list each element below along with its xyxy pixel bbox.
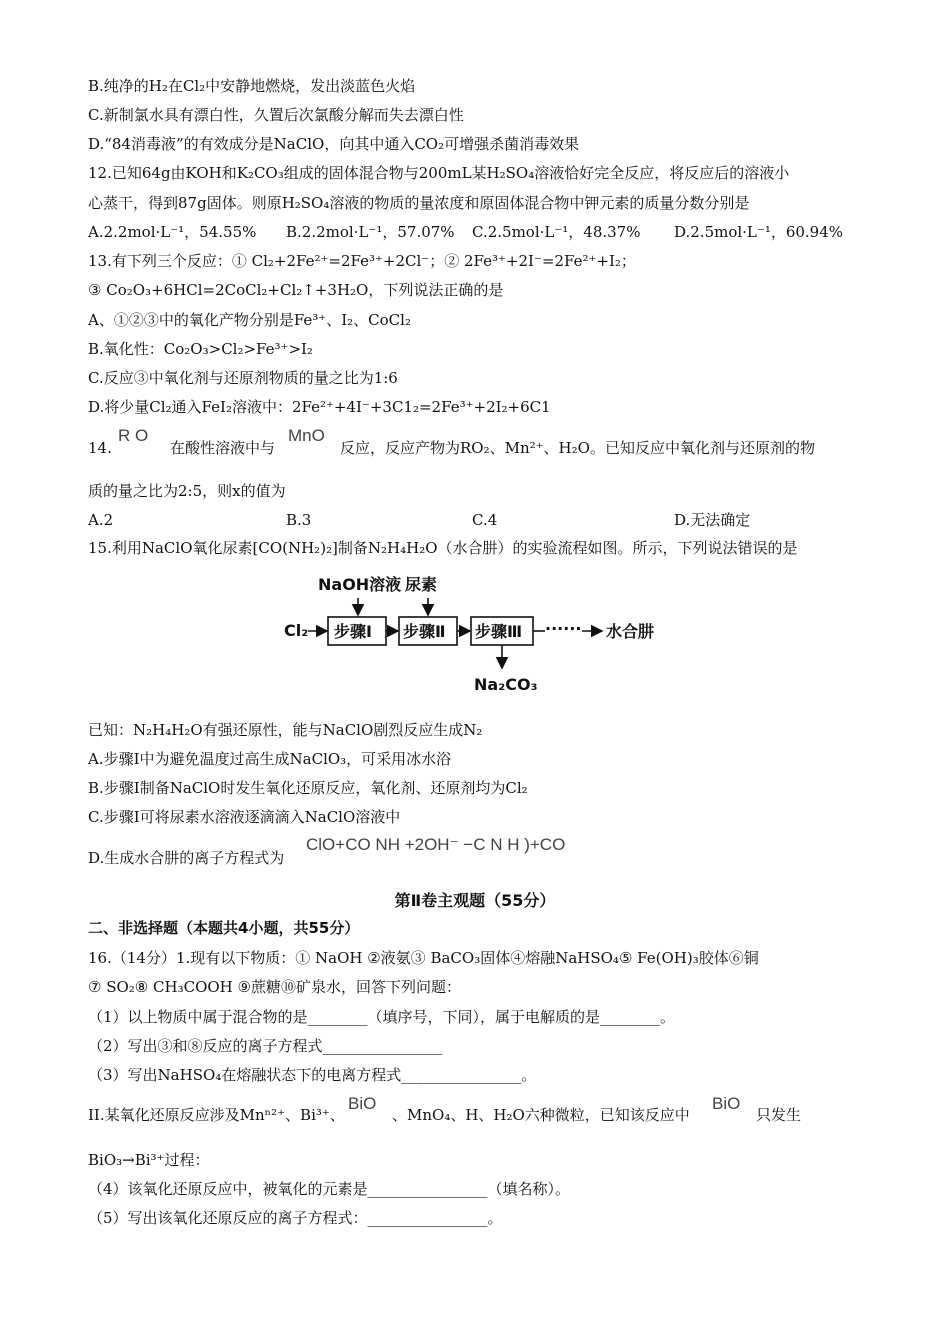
q12-stem-1: 12.已知64g由KOH和K₂CO₃组成的固体混合物与200mL某H₂SO₄溶液恰好完全反应，将反应后的溶液小 [88,164,790,182]
q16-stem-2: ⑦ SO₂⑧ CH₃COOH ⑨蔗糖⑩矿泉水，回答下列问题： [88,978,461,996]
q16-sub-3: （3）写出NaHSO₄在熔融状态下的电离方程式________________。 [88,1066,537,1084]
q14-stem-rest: 反应，反应产物为RO₂、Mn²⁺、H₂O。已知反应中氧化剂与还原剂的物 [340,439,815,457]
q15-option-d-equation: ClO+CO NH +2OH⁻ −C N H )+CO [306,835,566,854]
q13-stem-1: 13.有下列三个反应：① Cl₂+2Fe²⁺=2Fe³⁺+2Cl⁻；② 2Fe³⁺+2I⁻=2Fe²⁺+I₂； [88,252,636,270]
q14-stem-2: 质的量之比为2:5，则x的值为 [88,482,286,500]
q16-part2-stem-a: II.某氧化还原反应涉及Mnⁿ²⁺、Bi³⁺、 [88,1106,345,1124]
flow-byproduct: Na₂CO₃ [474,675,538,694]
known-condition: 已知：N₂H₄H₂O有强还原性，能与NaClO剧烈反应生成N₂ [88,721,483,739]
q16-stem-1: 16.（14分）1.现有以下物质：① NaOH ②液氨③ BaCO₃固体④熔融NaHSO₄⑤ Fe(OH)₃胶体⑥铜 [88,949,759,967]
section-2-heading: 二、非选择题（本题共4小题，共55分） [88,919,360,937]
q16-part2-process: BiO₃→Bi³⁺过程： [88,1151,210,1169]
flow-step3: 步骤Ⅲ [475,622,523,641]
q16-sub-5: （5）写出该氧化还原反应的离子方程式：________________。 [88,1209,503,1227]
q12-option-c: C.2.5mol·L⁻¹，48.37% [472,223,641,241]
section-title: 第Ⅱ卷主观题（55分） [394,891,556,910]
q14-option-c: C.4 [472,511,498,529]
q14-ro-formula: R O [118,426,149,445]
flow-input-naoh: NaOH溶液 [318,575,402,594]
q13-option-a: A、①②③中的氧化产物分别是Fe³⁺、I₂、CoCl₂ [88,311,411,329]
q16-part2-stem-c: 只发生 [756,1106,802,1124]
q14-option-d: D.无法确定 [674,511,751,529]
q12-option-a: A.2.2mol·L⁻¹，54.55% [88,223,257,241]
q16-bio-formula-2: BiO [712,1094,741,1113]
option-d-line: D.“84消毒液”的有效成分是NaClO，向其中通入CO₂可增强杀菌消毒效果 [88,135,580,153]
q16-part2-stem-b: 、MnO₄、H、H₂O六种微粒，已知该反应中 [392,1106,690,1124]
q15-option-a: A.步骤I中为避免温度过高生成NaClO₃，可采用冰水浴 [88,750,452,768]
q15-option-b: B.步骤I制备NaClO时发生氧化还原反应，氧化剂、还原剂均为Cl₂ [88,779,528,797]
q13-stem-2: ③ Co₂O₃+6HCl=2CoCl₂+Cl₂↑+3H₂O，下列说法正确的是 [88,281,504,299]
q15-option-c: C.步骤I可将尿素水溶液逐滴滴入NaClO溶液中 [88,808,401,826]
flow-input-urea: 尿素 [405,575,438,594]
q14-stem-mid: 在酸性溶液中与 [170,439,276,457]
q14-option-b: B.3 [286,511,312,529]
option-b-line: B.纯净的H₂在Cl₂中安静地燃烧，发出淡蓝色火焰 [88,77,416,95]
q14-number: 14. [88,439,112,457]
q12-stem-2: 心蒸干，得到87g固体。则原H₂SO₄溶液的物质的量浓度和原固体混合物中钾元素的质量分数分别是 [88,194,750,212]
flowchart-diagram [270,568,690,703]
q12-option-d: D.2.5mol·L⁻¹，60.94% [674,223,844,241]
q13-option-b: B.氧化性：Co₂O₃>Cl₂>Fe³⁺>I₂ [88,340,313,358]
flow-dots: ······ [545,619,582,638]
q16-sub-4: （4）该氧化还原反应中，被氧化的元素是________________（填名称）。 [88,1180,571,1198]
q14-mno-formula: MnO [288,426,325,445]
flow-step2: 步骤Ⅱ [403,622,446,641]
flow-step1: 步骤Ⅰ [334,622,372,641]
flow-cl2: Cl₂ [284,621,309,640]
option-c-line: C.新制氯水具有漂白性，久置后次氯酸分解而失去漂白性 [88,106,464,124]
q15-option-d: D.生成水合肼的离子方程式为 [88,849,285,867]
q13-option-c: C.反应③中氧化剂与还原剂物质的量之比为1:6 [88,369,398,387]
q13-option-d: D.将少量Cl₂通入FeI₂溶液中：2Fe²⁺+4I⁻+3C1₂=2Fe³⁺+2I₂+6C1 [88,398,551,416]
q16-sub-1: （1）以上物质中属于混合物的是________（填序号，下同），属于电解质的是________。 [88,1008,676,1026]
q15-stem: 15.利用NaClO氧化尿素[CO(NH₂)₂]制备N₂H₄H₂O（水合肼）的实验流程如图。所示，下列说法错误的是 [88,539,798,557]
q16-sub-2: （2）写出③和⑧反应的离子方程式________________ [88,1037,443,1055]
q14-option-a: A.2 [88,511,114,529]
q16-bio-formula-1: BiO [348,1094,377,1113]
q12-option-b: B.2.2mol·L⁻¹，57.07% [286,223,455,241]
flow-product: 水合肼 [606,622,655,641]
